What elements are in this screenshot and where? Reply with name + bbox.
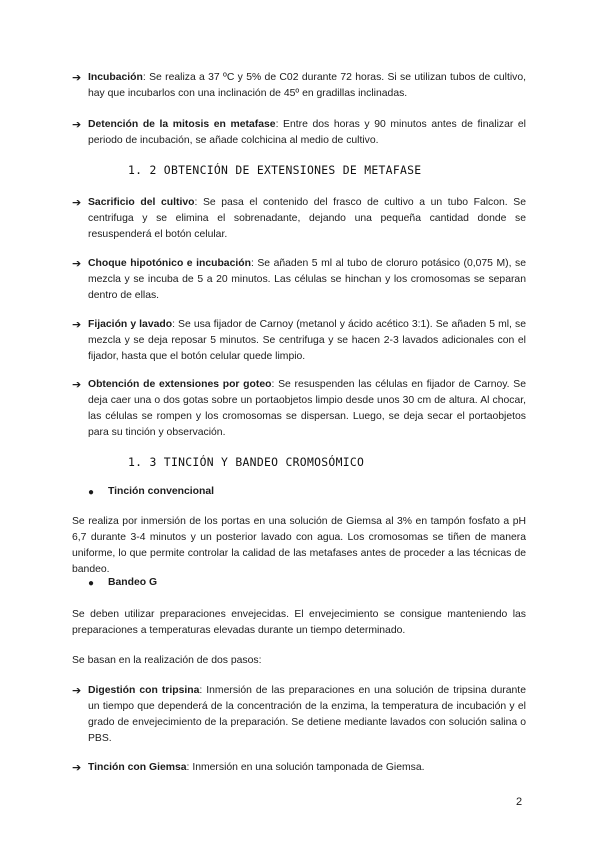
item-text: : Se usa fijador de Carnoy (metanol y ácido acético 3:1). Se añaden 5 ml, se mezcla y se deja reposar 5 minutos. Se centrifuga y se hacen 2-3 lavados adicionales con el fijador, hasta que el botón celular quede limpio. (88, 319, 526, 362)
list-item-choque-hipotonico (72, 256, 526, 304)
item-text: : Se añaden 5 ml al tubo de cloruro potásico (0,075 M), se mezcla y se incuba de 5 a 20 minutos. Las células se hinchan y los cromosomas se separan dentro de ellas. (88, 258, 526, 301)
list-item-detencion-mitosis (72, 117, 526, 149)
arrow-icon: ➔ (72, 319, 82, 331)
list-item-fijacion (72, 317, 526, 365)
bullet-icon: ● (88, 487, 95, 498)
item-label: Obtención de extensiones por goteo (88, 379, 272, 390)
list-item-incubacion (72, 70, 526, 102)
item-text: : Inmersión en una solución tamponada de Giemsa. (186, 762, 425, 773)
item-label: Choque hipotónico e incubación (88, 258, 251, 269)
arrow-icon: ➔ (72, 762, 82, 774)
bullet-icon: ● (88, 578, 95, 589)
section-heading-1-3: 1. 3 TINCIÓN Y BANDEO CROMOSÓMICO (128, 455, 365, 469)
bullet-title-tincion-convencional: Tinción convencional (108, 486, 215, 497)
item-text: : Se pasa el contenido del frasco de cultivo a un tubo Falcon. Se centrifuga y se elimina el sobrenadante, dejando una pequeña cantidad donde se resuspenderá el botón celular. (88, 197, 526, 240)
list-item-sacrificio (72, 195, 526, 243)
arrow-icon: ➔ (72, 72, 82, 84)
arrow-icon: ➔ (72, 685, 82, 697)
item-text: : Entre dos horas y 90 minutos antes de finalizar el periodo de incubación, se añade colchicina al medio de cultivo. (88, 119, 526, 146)
bullet-title-bandeo-g: Bandeo G (108, 577, 158, 588)
arrow-icon: ➔ (72, 197, 82, 209)
list-item-extensiones-goteo (72, 377, 526, 441)
section-heading-1-2: 1. 2 OBTENCIÓN DE EXTENSIONES DE METAFASE (128, 163, 422, 177)
paragraph-dos-pasos: Se basan en la realización de dos pasos: (72, 655, 262, 666)
page-number: 2 (516, 796, 523, 808)
paragraph-tincion: Se realiza por inmersión de los portas en una solución de Giemsa al 3% en tampón fosfato a pH 6,7 durante 3-4 minutos y un posterior lavado con agua. Los cromosomas se tiñen de manera uniforme, lo que permite controlar la calidad de las metafases antes de proceder a las técnicas de bandeo. (72, 516, 526, 575)
arrow-icon: ➔ (72, 119, 82, 131)
item-label: Sacrificio del cultivo (88, 197, 195, 208)
arrow-icon: ➔ (72, 379, 82, 391)
item-text: : Se realiza a 37 ºC y 5% de C02 durante 72 horas. Si se utilizan tubos de cultivo, hay que incubarlos con una inclinación de 45º en gradillas inclinadas. (88, 72, 526, 99)
list-item-digestion-tripsina (72, 683, 526, 747)
paragraph-envejecimiento: Se deben utilizar preparaciones envejecidas. El envejecimiento se consigue manteniendo las preparaciones a temperaturas elevadas durante un tiempo determinado. (72, 609, 526, 636)
arrow-icon: ➔ (72, 258, 82, 270)
item-label: Tinción con Giemsa (88, 762, 187, 773)
item-text: : Inmersión de las preparaciones en una solución de tripsina durante un tiempo que dependerá de la concentración de la enzima, la temperatura de incubación y el grado de envejecimiento de la preparación. Se detiene mediante lavados con solución salina o PBS. (88, 685, 526, 744)
item-label: Incubación (88, 72, 143, 83)
item-label: Fijación y lavado (88, 319, 173, 330)
item-label: Detención de la mitosis en metafase (88, 119, 276, 130)
item-label: Digestión con tripsina (88, 685, 200, 696)
item-text: : Se resuspenden las células en fijador de Carnoy. Se deja caer una o dos gotas sobre un portaobjetos limpio desde unos 30 cm de altura. Al chocar, las células se rompen y los cromosomas se dispersan. Luego, se deja secar el portaobjetos para su tinción y observación. (88, 379, 526, 438)
list-item-tincion-giemsa (72, 760, 526, 776)
